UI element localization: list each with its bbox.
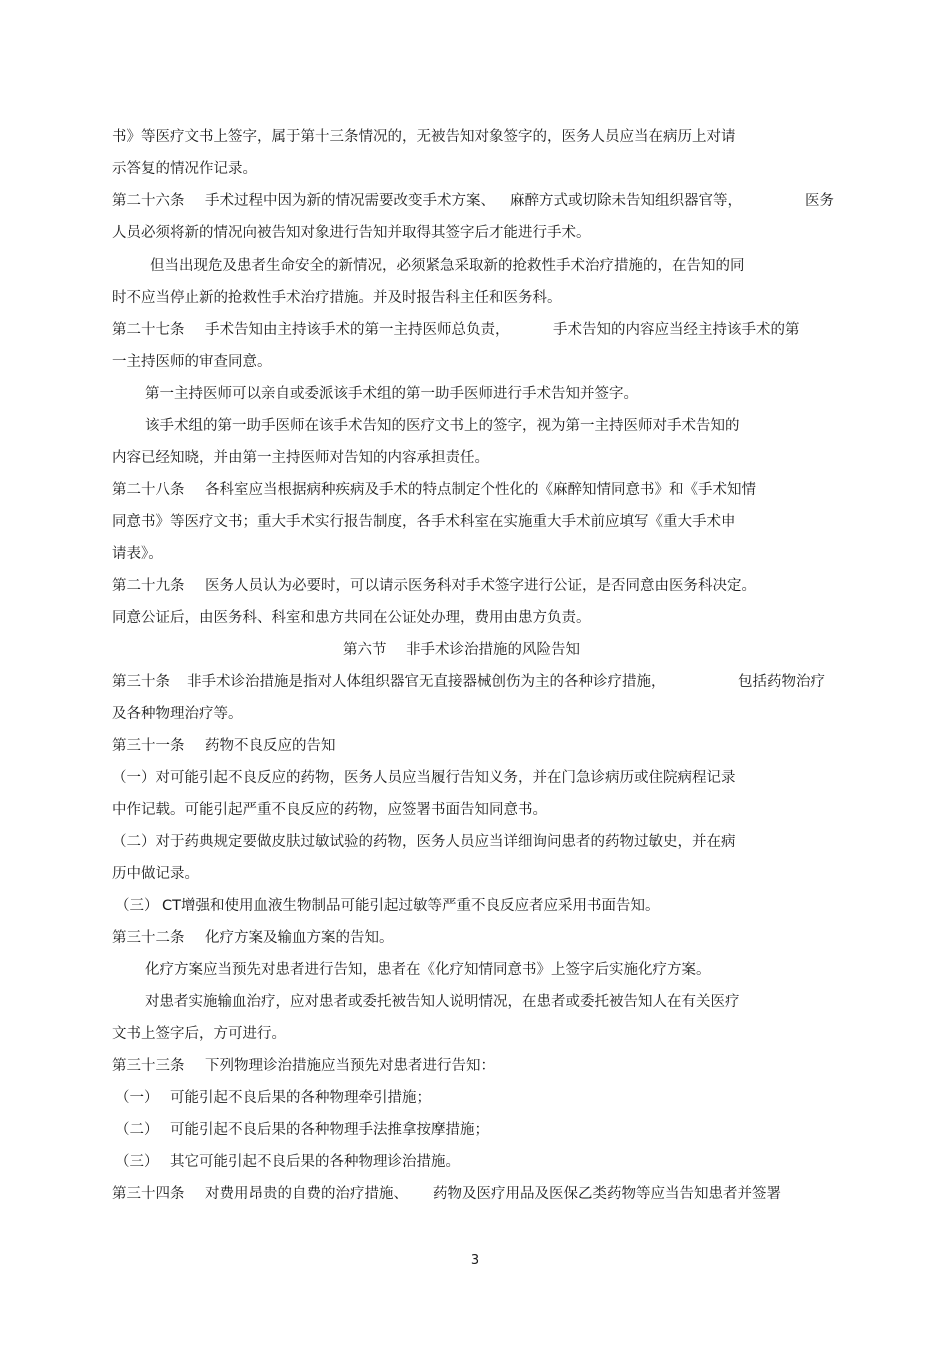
text-segment: 手术告知由主持该手术的第一主持医师总负责，	[205, 322, 510, 338]
text-segment: （二）对于药典规定要做皮肤过敏试验的药物，医务人员应当详细询问患者的药物过敏史，并在病	[112, 834, 736, 850]
text-segment: 同意书》等医疗文书；重大手术实行报告制度，各手术科室在实施重大手术前应填写《重大手术申	[112, 514, 736, 530]
text-segment: 时不应当停止新的抢救性手术治疗措施。并及时报告科主任和医务科。	[112, 290, 562, 306]
text-segment: （二）	[115, 1122, 159, 1138]
text-segment: 第二十七条	[112, 322, 185, 338]
text-segment: 手术过程中因为新的情况需要改变手术方案、	[205, 193, 495, 209]
text-segment: 但当出现危及患者生命安全的新情况，必须紧急采取新的抢救性手术治疗措施的，在告知的同	[150, 258, 745, 274]
text-segment: 及各种物理治疗等。	[112, 706, 243, 722]
text-segment: 同意公证后，由医务科、科室和患方共同在公证处办理，费用由患方负责。	[112, 610, 591, 626]
text-segment: CT增强和使用血液生物制品可能引起过敏等严重不良反应者应采用书面告知。	[162, 898, 660, 914]
text-segment: 第三十三条	[112, 1058, 185, 1074]
text-segment: 对费用昂贵的自费的治疗措施、	[205, 1186, 408, 1202]
text-segment: 第二十九条	[112, 578, 185, 594]
text-segment: 内容已经知晓，并由第一主持医师对告知的内容承担责任。	[112, 450, 489, 466]
text-segment: 化疗方案及输血方案的告知。	[205, 930, 394, 946]
text-segment: 可能引起不良后果的各种物理牵引措施；	[170, 1090, 431, 1106]
text-segment: 对患者实施输血治疗，应对患者或委托被告知人说明情况，在患者或委托被告知人在有关医疗	[145, 994, 740, 1010]
text-segment: （一）对可能引起不良反应的药物，医务人员应当履行告知义务，并在门急诊病历或住院病程记录	[112, 770, 736, 786]
text-segment: 非手术诊治措施是指对人体组织器官无直接器械创伤为主的各种诊疗措施，	[187, 674, 666, 690]
text-segment: 麻醉方式或切除未告知组织器官等，	[510, 193, 742, 209]
text-segment: 可能引起不良后果的各种物理手法推拿按摩措施；	[170, 1122, 489, 1138]
text-segment: 第二十八条	[112, 482, 185, 498]
text-segment: （三）	[115, 898, 159, 914]
text-segment: 第三十条	[112, 674, 170, 690]
text-segment: 医务人员认为必要时，可以请示医务科对手术签字进行公证，是否同意由医务科决定。	[205, 578, 756, 594]
text-segment: 书》等医疗文书上签字，属于第十三条情况的，无被告知对象签字的，医务人员应当在病历上对请	[112, 129, 736, 145]
text-segment: 历中做记录。	[112, 866, 199, 882]
text-segment: 第三十四条	[112, 1186, 185, 1202]
text-segment: （三）	[115, 1154, 159, 1170]
text-segment: 各科室应当根据病种疾病及手术的特点制定个性化的《麻醉知情同意书》和《手术知情	[205, 482, 756, 498]
text-segment: 包括药物治疗	[738, 674, 825, 690]
text-segment: 化疗方案应当预先对患者进行告知，患者在《化疗知情同意书》上签字后实施化疗方案。	[145, 962, 711, 978]
page-number: 3	[470, 1253, 480, 1268]
text-segment: （一）	[115, 1090, 159, 1106]
text-segment: 第六节	[343, 642, 387, 658]
text-segment: 第三十一条	[112, 738, 185, 754]
text-segment: 药物及医疗用品及医保乙类药物等应当告知患者并签署	[433, 1186, 781, 1202]
text-segment: 一主持医师的审查同意。	[112, 354, 272, 370]
text-segment: 药物不良反应的告知	[205, 738, 336, 754]
text-segment: 第三十二条	[112, 930, 185, 946]
text-segment: 第二十六条	[112, 193, 185, 209]
text-segment: 文书上签字后，方可进行。	[112, 1026, 286, 1042]
text-segment: 中作记载。可能引起严重不良反应的药物，应签署书面告知同意书。	[112, 802, 547, 818]
text-segment: 该手术组的第一助手医师在该手术告知的医疗文书上的签字，视为第一主持医师对手术告知的	[145, 418, 740, 434]
text-segment: 示答复的情况作记录。	[112, 161, 257, 177]
text-segment: 非手术诊治措施的风险告知	[406, 642, 580, 658]
text-segment: 手术告知的内容应当经主持该手术的第	[553, 322, 800, 338]
text-segment: 人员必须将新的情况向被告知对象进行告知并取得其签字后才能进行手术。	[112, 225, 591, 241]
text-segment: 医务	[805, 193, 834, 209]
text-segment: 下列物理诊治措施应当预先对患者进行告知：	[205, 1058, 495, 1074]
text-segment: 其它可能引起不良后果的各种物理诊治措施。	[170, 1154, 460, 1170]
text-segment: 第一主持医师可以亲自或委派该手术组的第一助手医师进行手术告知并签字。	[145, 386, 638, 402]
text-segment: 请表》。	[112, 546, 163, 562]
